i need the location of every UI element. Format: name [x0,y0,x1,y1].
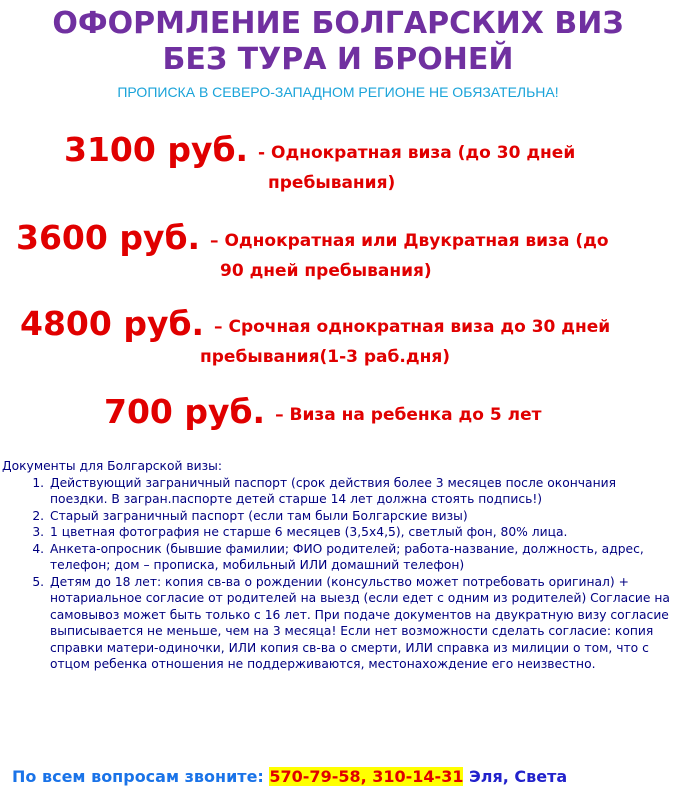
contact-label: По всем вопросам звоните: [12,767,264,786]
price-description-cont: пребывания(1-3 раб.дня) [200,347,451,367]
contact-phones[interactable]: 570-79-58, 310-14-31 [269,767,464,786]
documents-heading: Документы для Болгарской визы: [2,459,223,473]
price-item-double-90 [16,218,672,284]
contact-names: Эля, Света [469,767,568,786]
price-description-cont: 90 дней пребывания) [220,261,432,281]
price-item-single-30 [64,130,664,196]
list-item: 3. 1 цветная фотография не старше 6 месяцев (3,5х4,5), светлый фон, 80% лица. [48,524,674,541]
price-amount: 3600 руб. [16,218,201,257]
contact-line [12,766,567,788]
page-title-line2: БЕЗ ТУРА И БРОНЕЙ [162,42,514,77]
price-description: - Однократная виза (до 30 дней [258,143,576,163]
list-item: 5. Детям до 18 лет: копия св-ва о рождении (консульство может потребовать оригинал) + нотариальное согласие от родителей на выезд (если едет с одним из родителей) Согласие на самовывоз может быть только с 16 лет. При подаче документов на двукратную визу согласие выписывается не меньше, чем на 3 месяца! Если нет возможности сделать согласие: копия справки матери-одиночки, ИЛИ копия св-ва о смерти, ИЛИ справка из милиции о том, что с отцом ребенка отношения не поддерживаются, местонахождение его неизвестно. [48,574,674,673]
price-description-cont: пребывания) [268,173,396,193]
documents-section [2,458,674,673]
price-item-urgent [20,304,670,370]
price-description: – Срочная однократная виза до 30 дней [214,317,611,337]
page-title-line1: ОФОРМЛЕНИЕ БОЛГАРСКИХ ВИЗ [52,6,624,41]
documents-list [2,475,674,673]
list-item: 4. Анкета-опросник (бывшие фамилии; ФИО родителей; работа-название, должность, адрес, телефон; дом – прописка, мобильный ИЛИ домашний телефон) [48,541,674,574]
list-item: 2. Старый заграничный паспорт (если там были Болгарские визы) [48,508,674,525]
list-item: 1. Действующий заграничный паспорт (срок действия более 3 месяцев после окончания поездки. В загран.паспорте детей старше 14 лет должна стоять подпись!) [48,475,674,508]
price-item-child [104,392,664,432]
price-amount: 700 руб. [104,392,266,431]
price-description: – Виза на ребенка до 5 лет [275,405,542,425]
page-subtitle: ПРОПИСКА В СЕВЕРО-ЗАПАДНОМ РЕГИОНЕ НЕ ОБЯЗАТЕЛЬНА! [117,84,559,100]
price-amount: 4800 руб. [20,304,205,343]
price-description: – Однократная или Двукратная виза (до [210,231,609,251]
price-amount: 3100 руб. [64,130,249,169]
